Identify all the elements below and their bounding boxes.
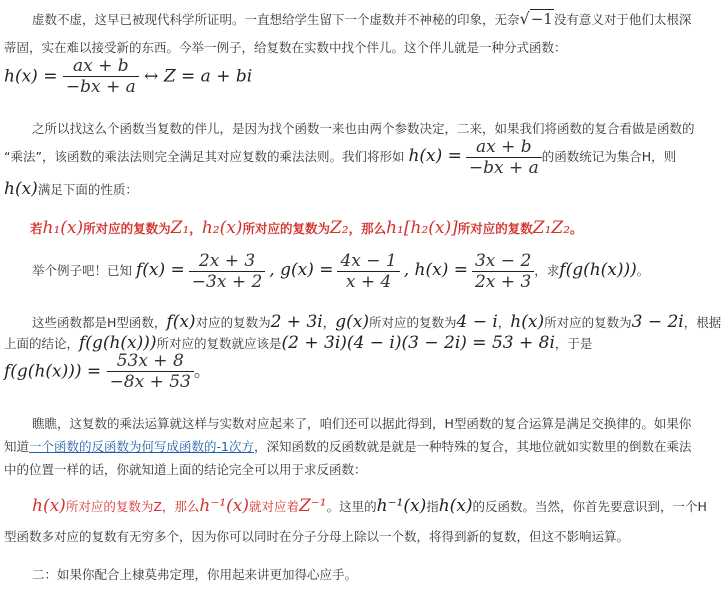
para2-line-2: “乘法”，该函数的乘法法则完全满足其对应复数的乘法法则。我们将形如 h(x) = $\frac{ax + b}{-bx + a}$ 的函数统记为集合H，则: [4, 137, 677, 178]
para4-line-3: 中的位置一样的话，你就知道上面的结论完全可以用于求反函数：: [4, 462, 367, 477]
example-line: 举个例子吧！已知 f(x) = $\frac{2x + 3}{-3x + 2}$ , g(x) = $\frac{4x - 1}{x + 4}$ , h(x) = $\frac{3x - 2}{2x + 3}$ ，求f(g(h(x)))。: [32, 251, 650, 292]
para5-line-2: 型函数多对应的复数有无穷多个，因为你可以同时在分子分母上除以一个数，将得到新的复数，但这不影响运算。: [4, 529, 630, 544]
intro-line-2: 蒂固，实在难以接受新的东西。今举一例子，给复数在实数中找个伴儿。这个伴儿就是一种分式函数：: [4, 40, 567, 55]
sqrt-argument: −1: [530, 10, 553, 28]
para2-line-3: h(x)满足下面的性质：: [4, 179, 138, 199]
result-fraction: $\frac{53x + 8}{-8x + 53}$: [107, 351, 194, 392]
sqrt-symbol: √: [519, 9, 530, 28]
formula-fraction: $\frac{ax + b}{-bx + a}$: [63, 56, 139, 97]
h-fraction-example: $\frac{3x - 2}{2x + 3}$: [472, 251, 534, 292]
f-fraction: $\frac{2x + 3}{-3x + 2}$: [189, 251, 266, 292]
para6-line-1: 二：如果你配合上棣莫弗定理，你用起来讲更加得心应手。: [32, 567, 358, 582]
intro-line-1: 虚数不虚，这早已被现代科学所证明。一直想给学生留下一个虚数并不神秘的印象，无奈√−1没有意义对于他们太根深: [32, 9, 692, 28]
g-fraction: $\frac{4x - 1}{x + 4}$: [337, 251, 399, 292]
para3-line-1: 这些函数都是H型函数，f(x)对应的复数为2 + 3i，g(x)所对应的复数为4 − i，h(x)所对应的复数为3 − 2i，根据: [32, 312, 721, 332]
para4-line-2: 知道一个函数的反函数为何写成函数的-1次方，深知函数的反函数就是就是一种特殊的复合，其地位就如实数里的倒数在乘法: [4, 439, 692, 454]
para2-line-1: 之所以找这么个函数当复数的伴儿，是因为找个函数一来也由两个参数决定，二来，如果我们将函数的复合看做是函数的: [32, 121, 695, 136]
para4-line-1: 瞧瞧，这复数的乘法运算就这样与实数对应起来了，咱们还可以据此得到，H型函数的复合运算是满足交换律的。如果你: [32, 416, 692, 431]
para5-line-1: h(x)所对应的复数为Z，那么h⁻¹(x)就对应着Z⁻¹。这里的h⁻¹(x)指h(x)的反函数。当然，你首先要意识到，一个H: [32, 496, 707, 516]
para3-line-2: 上面的结论，f(g(h(x)))所对应的复数就应该是(2 + 3i)(4 − i)(3 − 2i) = 53 + 8i，于是: [4, 333, 593, 353]
formula-h-to-z: h(x) = $\frac{ax + b}{-bx + a}$ ↔ Z = a + bi: [4, 56, 253, 97]
composition-rule: 若h₁(x)所对应的复数为Z₁，h₂(x)所对应的复数为Z₂，那么h₁[h₂(x)]所对应的复数Z₁Z₂。: [30, 218, 583, 238]
h-fraction: $\frac{ax + b}{-bx + a}$: [466, 137, 542, 178]
result-formula: f(g(h(x))) = $\frac{53x + 8}{-8x + 53}$ 。: [4, 351, 211, 392]
inverse-function-link[interactable]: 一个函数的反函数为何写成函数的-1次方: [29, 439, 254, 454]
